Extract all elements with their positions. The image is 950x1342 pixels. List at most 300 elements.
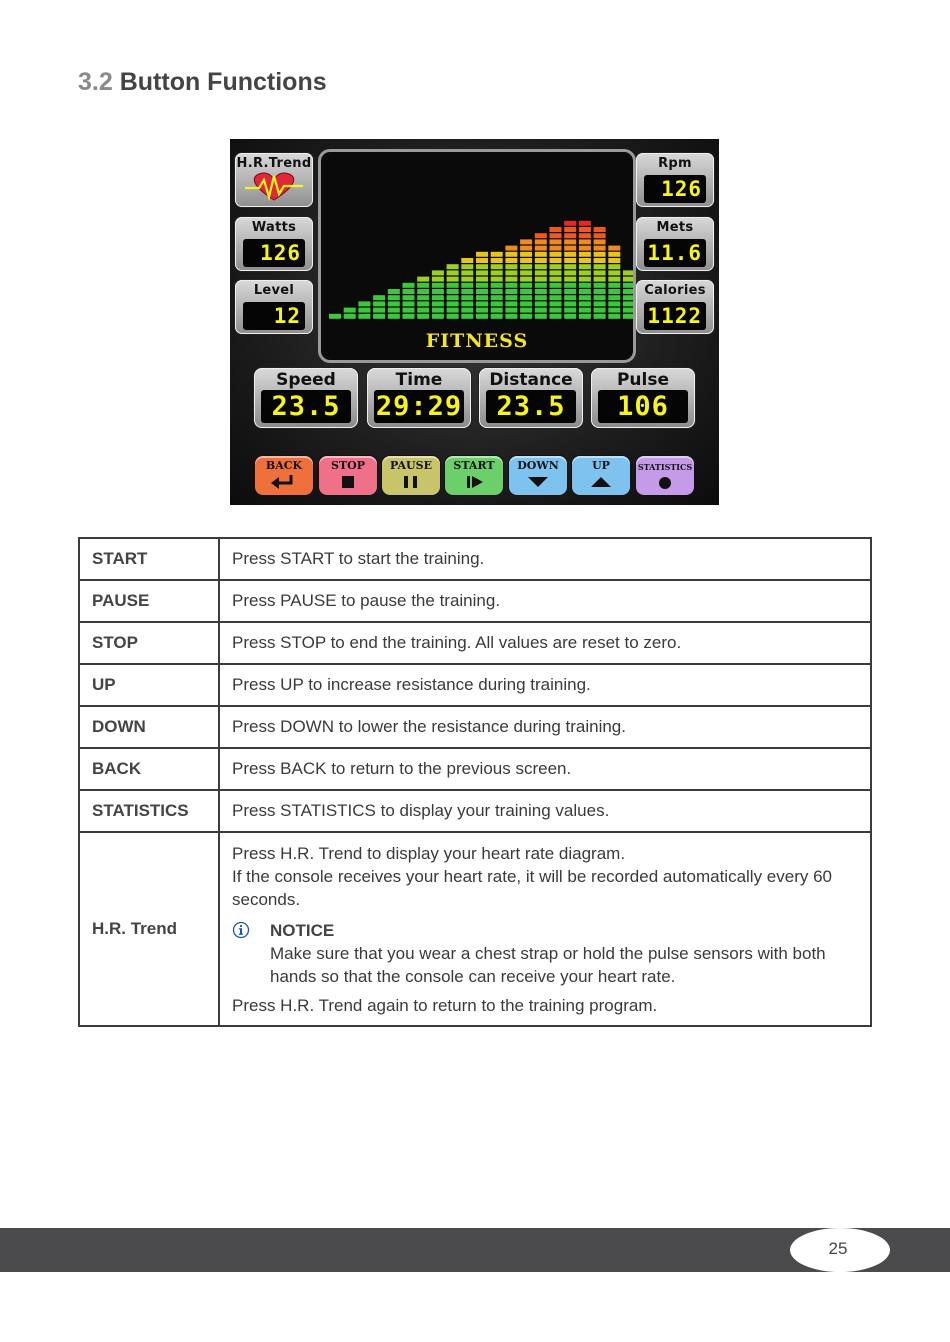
bar-segment <box>476 283 488 288</box>
heart-pulse-icon <box>235 170 313 204</box>
bar-segment <box>388 301 400 306</box>
console-start-button <box>445 456 503 495</box>
bar-segment <box>417 308 429 313</box>
bar-segment <box>403 289 415 294</box>
bar-segment <box>535 264 547 269</box>
bar-segment <box>505 308 517 313</box>
bar-segment <box>447 295 459 300</box>
bar-segment <box>535 239 547 244</box>
console-pause-button <box>382 456 440 495</box>
bar-segment <box>388 289 400 294</box>
bar-segment <box>579 270 591 275</box>
table-row-hr-trend <box>79 832 871 1026</box>
bar-segment <box>594 246 606 251</box>
profile-bar <box>535 233 547 319</box>
button-name: STATISTICS <box>79 790 219 832</box>
bar-segment <box>594 277 606 282</box>
bar-segment <box>579 295 591 300</box>
bar-segment <box>358 308 370 313</box>
bar-segment <box>491 295 503 300</box>
bar-segment <box>476 301 488 306</box>
bar-segment <box>358 301 370 306</box>
bar-segment <box>608 258 620 263</box>
bar-segment <box>623 283 633 288</box>
button-description: Press BACK to return to the previous screen. <box>219 748 871 790</box>
bar-segment <box>579 258 591 263</box>
bar-segment <box>579 239 591 244</box>
bar-segment <box>608 295 620 300</box>
bar-segment <box>491 277 503 282</box>
calories-value: 1122 <box>644 302 706 330</box>
bar-segment <box>329 314 341 319</box>
profile-bar <box>447 264 459 319</box>
bar-segment <box>623 270 633 275</box>
bar-segment <box>491 314 503 319</box>
bar-segment <box>432 314 444 319</box>
bar-segment <box>432 270 444 275</box>
bar-segment <box>550 252 562 257</box>
bar-segment <box>505 301 517 306</box>
bar-segment <box>505 252 517 257</box>
profile-bar <box>432 270 444 318</box>
button-name: STOP <box>79 622 219 664</box>
bar-segment <box>491 283 503 288</box>
bar-segment <box>461 264 473 269</box>
bar-segment <box>417 283 429 288</box>
bar-segment <box>447 314 459 319</box>
profile-bar <box>491 252 503 319</box>
pulse-value: 106 <box>598 390 688 423</box>
bar-segment <box>535 308 547 313</box>
back-arrow-icon <box>255 474 313 490</box>
bar-segment <box>594 283 606 288</box>
bar-segment <box>564 227 576 232</box>
hr-trend-box <box>235 153 313 207</box>
up-triangle-icon <box>572 474 630 490</box>
profile-bar <box>623 270 633 318</box>
bar-segment <box>579 264 591 269</box>
bar-segment <box>608 277 620 282</box>
mets-label: Mets <box>656 220 694 235</box>
profile-bar <box>608 246 620 319</box>
section-title: Button Functions <box>119 68 327 96</box>
bar-segment <box>579 283 591 288</box>
bar-segment <box>594 233 606 238</box>
bar-segment <box>520 246 532 251</box>
statistics-label: STATISTICS <box>637 462 693 472</box>
section-number: 3.2 <box>78 68 113 96</box>
table-row <box>79 622 871 664</box>
bar-segment <box>550 246 562 251</box>
bar-segment <box>623 277 633 282</box>
pulse-label: Pulse <box>616 370 670 390</box>
bar-segment <box>476 264 488 269</box>
button-name: H.R. Trend <box>79 832 219 1026</box>
bar-segment <box>564 277 576 282</box>
bar-segment <box>476 258 488 263</box>
bar-segment <box>594 301 606 306</box>
bar-segment <box>564 270 576 275</box>
profile-bar <box>388 289 400 319</box>
stop-label: STOP <box>331 459 365 472</box>
bar-segment <box>550 314 562 319</box>
bar-segment <box>432 277 444 282</box>
bar-segment <box>594 295 606 300</box>
bar-segment <box>447 277 459 282</box>
bar-segment <box>608 308 620 313</box>
hr-trend-line-3: Press H.R. Trend again to return to the training program. <box>232 996 658 1015</box>
time-label: Time <box>395 370 443 390</box>
bar-segment <box>550 264 562 269</box>
bar-segment <box>447 270 459 275</box>
profile-bar <box>594 227 606 319</box>
bar-segment <box>535 289 547 294</box>
bar-segment <box>447 283 459 288</box>
console-stop-button <box>319 456 377 495</box>
bar-segment <box>505 246 517 251</box>
bar-segment <box>461 314 473 319</box>
level-box <box>235 280 313 334</box>
bar-segment <box>550 301 562 306</box>
bar-segment <box>550 227 562 232</box>
bar-segment <box>550 295 562 300</box>
bar-segment <box>403 295 415 300</box>
bar-segment <box>623 295 633 300</box>
bar-segment <box>608 301 620 306</box>
bar-segment <box>623 308 633 313</box>
bar-segment <box>564 264 576 269</box>
level-label: Level <box>253 283 295 298</box>
table-row <box>79 664 871 706</box>
bar-segment <box>432 283 444 288</box>
bar-segment <box>564 295 576 300</box>
bar-segment <box>579 277 591 282</box>
bar-segment <box>403 314 415 319</box>
bar-segment <box>417 289 429 294</box>
down-triangle-icon <box>509 474 567 490</box>
speed-value: 23.5 <box>261 390 351 423</box>
bar-segment <box>594 227 606 232</box>
hr-trend-description <box>219 832 871 1026</box>
bar-segment <box>417 295 429 300</box>
bar-segment <box>505 283 517 288</box>
bar-segment <box>579 314 591 319</box>
button-description: Press STATISTICS to display your training values. <box>219 790 871 832</box>
bar-segment <box>564 289 576 294</box>
bar-segment <box>608 246 620 251</box>
program-name: FITNESS <box>425 330 529 352</box>
bar-segment <box>594 264 606 269</box>
profile-bar <box>329 314 341 319</box>
profile-bar <box>417 277 429 319</box>
bar-segment <box>520 283 532 288</box>
mets-box <box>636 217 714 271</box>
bar-segment <box>579 246 591 251</box>
time-value: 29:29 <box>375 391 463 422</box>
distance-box <box>479 368 583 428</box>
console-back-button <box>255 456 313 495</box>
bar-segment <box>520 239 532 244</box>
pause-icon <box>382 474 440 490</box>
info-icon <box>232 919 270 988</box>
profile-bar <box>520 239 532 318</box>
bar-segment <box>579 289 591 294</box>
bar-segment <box>608 283 620 288</box>
watts-value: 126 <box>243 239 305 267</box>
bar-segment <box>505 295 517 300</box>
profile-bar <box>344 308 356 319</box>
bar-segment <box>594 258 606 263</box>
bar-segment <box>535 258 547 263</box>
bar-segment <box>505 270 517 275</box>
back-label: BACK <box>265 459 303 472</box>
button-name: UP <box>79 664 219 706</box>
console-display-image <box>230 139 719 505</box>
bar-segment <box>564 258 576 263</box>
bar-segment <box>373 301 385 306</box>
bar-segment <box>550 283 562 288</box>
console-statistics-button <box>636 456 694 495</box>
bar-segment <box>461 301 473 306</box>
bar-segment <box>461 258 473 263</box>
bar-segment <box>550 270 562 275</box>
bar-segment <box>564 239 576 244</box>
button-description: Press START to start the training. <box>219 538 871 580</box>
bar-segment <box>388 308 400 313</box>
bar-segment <box>505 277 517 282</box>
bar-segment <box>608 252 620 257</box>
bar-segment <box>447 264 459 269</box>
bar-segment <box>520 252 532 257</box>
bar-segment <box>491 289 503 294</box>
bar-segment <box>623 301 633 306</box>
program-profile-display <box>318 149 636 363</box>
bar-segment <box>608 289 620 294</box>
bar-segment <box>550 258 562 263</box>
button-name: START <box>79 538 219 580</box>
profile-bar <box>403 283 415 319</box>
console-up-button <box>572 456 630 495</box>
bar-segment <box>594 239 606 244</box>
bar-segment <box>535 252 547 257</box>
profile-bar <box>373 295 385 319</box>
bar-segment <box>491 258 503 263</box>
bar-segment <box>564 246 576 251</box>
page-number: 25 <box>828 1239 848 1258</box>
bar-segment <box>623 289 633 294</box>
bar-segment <box>550 308 562 313</box>
bar-segment <box>447 301 459 306</box>
bar-segment <box>535 295 547 300</box>
bar-segment <box>550 289 562 294</box>
bar-segment <box>520 314 532 319</box>
bar-segment <box>461 308 473 313</box>
bar-segment <box>505 258 517 263</box>
speed-label: Speed <box>276 370 336 390</box>
bar-segment <box>403 308 415 313</box>
button-name: PAUSE <box>79 580 219 622</box>
button-name: BACK <box>79 748 219 790</box>
profile-bar-graph <box>321 152 633 360</box>
bar-segment <box>491 301 503 306</box>
bar-segment <box>579 221 591 226</box>
bar-segment <box>505 314 517 319</box>
profile-bar <box>579 221 591 319</box>
bar-segment <box>417 301 429 306</box>
notice-block <box>232 919 858 988</box>
bar-segment <box>594 289 606 294</box>
time-box <box>367 368 471 428</box>
button-description: Press STOP to end the training. All values are reset to zero. <box>219 622 871 664</box>
bar-segment <box>550 233 562 238</box>
dot-icon <box>636 474 694 490</box>
bar-segment <box>579 308 591 313</box>
bar-segment <box>579 233 591 238</box>
bar-segment <box>432 289 444 294</box>
bar-segment <box>461 283 473 288</box>
bar-segment <box>623 314 633 319</box>
bar-segment <box>476 295 488 300</box>
bar-segment <box>403 301 415 306</box>
bar-segment <box>403 283 415 288</box>
speed-box <box>254 368 358 428</box>
bar-segment <box>520 270 532 275</box>
button-functions-table <box>78 537 872 1027</box>
bar-segment <box>344 308 356 313</box>
bar-segment <box>388 295 400 300</box>
table-row <box>79 538 871 580</box>
console-down-button <box>509 456 567 495</box>
table-row <box>79 790 871 832</box>
bar-segment <box>564 252 576 257</box>
rpm-box <box>636 153 714 207</box>
bar-segment <box>491 270 503 275</box>
bar-segment <box>594 252 606 257</box>
hr-trend-label: H.R.Trend <box>236 156 312 171</box>
bar-segment <box>564 221 576 226</box>
bar-segment <box>535 270 547 275</box>
bar-segment <box>535 314 547 319</box>
profile-bar <box>461 258 473 319</box>
bar-segment <box>594 308 606 313</box>
bar-segment <box>520 264 532 269</box>
play-icon <box>445 474 503 490</box>
profile-bar <box>564 221 576 319</box>
bar-segment <box>520 301 532 306</box>
bar-segment <box>476 289 488 294</box>
bar-segment <box>608 270 620 275</box>
bar-segment <box>564 233 576 238</box>
hr-trend-line-2: If the console receives your heart rate, it will be recorded automatically every 60 seconds. <box>232 867 833 909</box>
bar-segment <box>564 314 576 319</box>
button-name: DOWN <box>79 706 219 748</box>
bar-segment <box>432 308 444 313</box>
calories-label: Calories <box>644 283 706 298</box>
bar-segment <box>447 289 459 294</box>
bar-segment <box>550 239 562 244</box>
bar-segment <box>520 277 532 282</box>
notice-content <box>270 919 858 988</box>
bar-segment <box>373 314 385 319</box>
level-value: 12 <box>243 302 305 330</box>
bar-segment <box>417 277 429 282</box>
bar-segment <box>564 301 576 306</box>
table-row <box>79 580 871 622</box>
bar-segment <box>535 233 547 238</box>
bar-segment <box>579 252 591 257</box>
bar-segment <box>520 289 532 294</box>
pulse-box <box>591 368 695 428</box>
table-row <box>79 748 871 790</box>
watts-box <box>235 217 313 271</box>
bar-segment <box>505 289 517 294</box>
bar-segment <box>417 314 429 319</box>
pause-label: PAUSE <box>390 459 432 472</box>
bar-segment <box>520 258 532 263</box>
up-label: UP <box>592 459 610 472</box>
distance-value: 23.5 <box>486 390 576 423</box>
bar-segment <box>344 314 356 319</box>
rpm-label: Rpm <box>658 156 692 171</box>
bar-segment <box>476 252 488 257</box>
bar-segment <box>447 308 459 313</box>
bar-segment <box>564 283 576 288</box>
start-label: START <box>453 459 495 472</box>
notice-title: NOTICE <box>270 921 335 940</box>
watts-label: Watts <box>251 220 297 235</box>
bar-segment <box>491 264 503 269</box>
bar-segment <box>520 295 532 300</box>
button-description: Press PAUSE to pause the training. <box>219 580 871 622</box>
hr-trend-line-1: Press H.R. Trend to display your heart rate diagram. <box>232 844 626 863</box>
table-row <box>79 706 871 748</box>
bar-segment <box>608 314 620 319</box>
bar-segment <box>535 301 547 306</box>
bar-segment <box>594 314 606 319</box>
bar-segment <box>564 308 576 313</box>
profile-bar <box>505 246 517 319</box>
bar-segment <box>461 270 473 275</box>
bar-segment <box>373 308 385 313</box>
bar-segment <box>461 289 473 294</box>
bar-segment <box>388 314 400 319</box>
bar-segment <box>358 314 370 319</box>
distance-label: Distance <box>489 370 573 390</box>
button-description: Press DOWN to lower the resistance during training. <box>219 706 871 748</box>
bar-segment <box>608 264 620 269</box>
mets-value: 11.6 <box>644 239 706 267</box>
calories-box <box>636 280 714 334</box>
bar-segment <box>373 295 385 300</box>
bar-segment <box>461 277 473 282</box>
profile-bar <box>358 301 370 318</box>
bar-segment <box>491 252 503 257</box>
bar-segment <box>535 277 547 282</box>
notice-text: Make sure that you wear a chest strap or hold the pulse sensors with both hands so that the console can receive your heart rate. <box>270 944 826 986</box>
bar-segment <box>550 277 562 282</box>
section-heading <box>78 68 327 97</box>
stop-square-icon <box>319 474 377 490</box>
bar-segment <box>461 295 473 300</box>
bar-segment <box>505 264 517 269</box>
profile-bar <box>550 227 562 319</box>
down-label: DOWN <box>517 459 559 472</box>
bar-segment <box>476 277 488 282</box>
bar-segment <box>476 308 488 313</box>
bar-segment <box>535 246 547 251</box>
profile-bar <box>476 252 488 319</box>
bar-segment <box>476 270 488 275</box>
